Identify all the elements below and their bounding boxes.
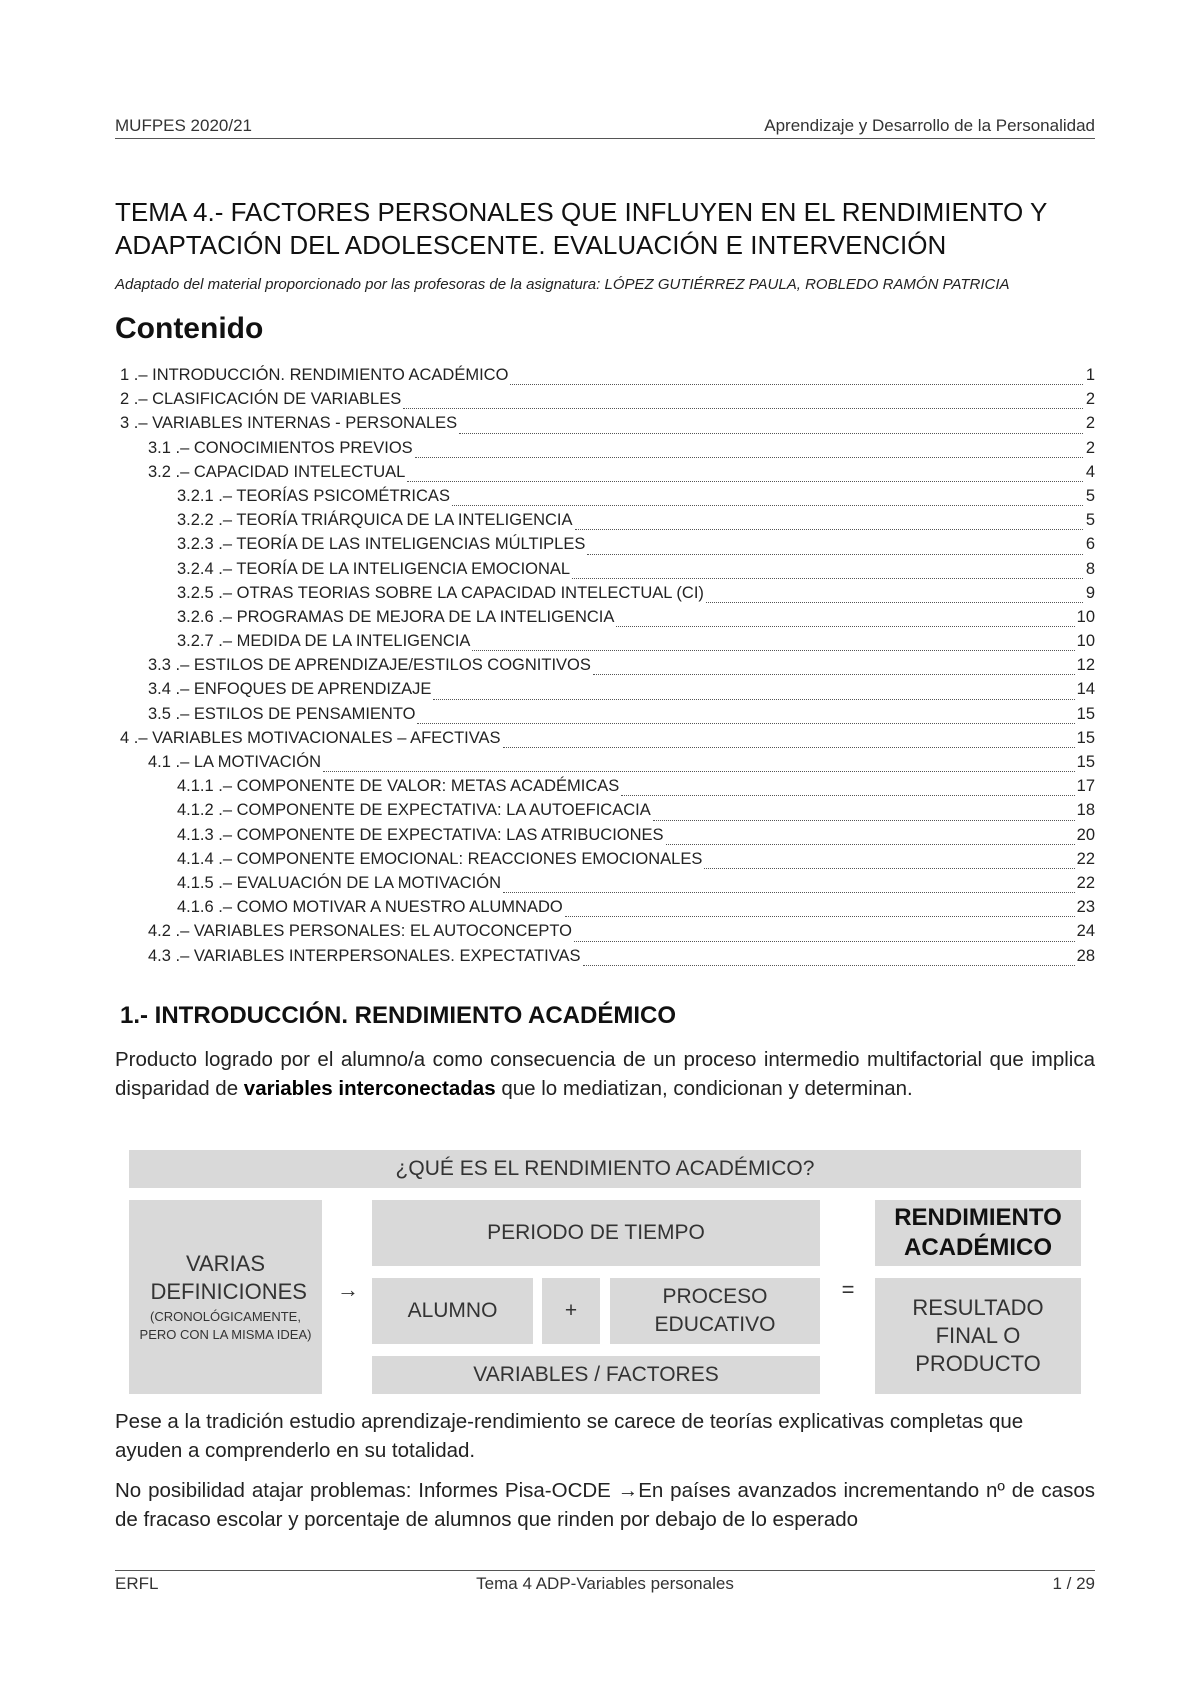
toc-entry-page: 22 (1076, 849, 1095, 868)
toc-entry-label: 3.2.4 .– TEORÍA DE LA INTELIGENCIA EMOCIONAL (177, 559, 571, 578)
toc-entry[interactable] (115, 922, 1095, 946)
intro-paragraph (115, 1045, 1095, 1103)
toc-entry-label: 4 .– VARIABLES MOTIVACIONALES – AFECTIVAS (120, 728, 501, 747)
toc-entry-page: 1 (1085, 366, 1095, 384)
toc-leader-dots (575, 529, 1083, 530)
toc-entry[interactable] (115, 439, 1095, 463)
toc-entry-label: 3.5 .– ESTILOS DE PENSAMIENTO (148, 704, 416, 723)
toc-entry[interactable] (115, 753, 1095, 777)
toc-leader-dots (704, 868, 1074, 869)
toc-leader-dots (503, 892, 1075, 893)
toc-entry-label: 1 .– INTRODUCCIÓN. RENDIMIENTO ACADÉMICO (120, 366, 509, 384)
paragraph-tradition: Pese a la tradición estudio aprendizaje-rendimiento se carece de teorías explicativas completas que ayuden a comprenderlo en su totalidad. (115, 1410, 1024, 1462)
toc-entry-label: 4.1.1 .– COMPONENTE DE VALOR: METAS ACADÉMICAS (177, 777, 620, 796)
intro-text-end: que lo mediatizan, condicionan y determinan. (495, 1077, 913, 1100)
toc-entry-label: 3.2 .– CAPACIDAD INTELECTUAL (148, 462, 406, 481)
toc-entry-page: 10 (1076, 607, 1095, 626)
academic-performance-diagram (115, 1150, 1095, 1396)
toc-entry-page: 15 (1076, 753, 1095, 771)
toc-entry-page: 5 (1085, 486, 1095, 505)
section-heading: 1.- INTRODUCCIÓN. RENDIMIENTO ACADÉMICO (120, 1002, 677, 1029)
toc-leader-dots (666, 844, 1075, 845)
toc-entry-page: 2 (1085, 438, 1095, 457)
toc-entry-label: 4.3 .– VARIABLES INTERPERSONALES. EXPECTATIVAS (148, 946, 581, 965)
toc-leader-dots (323, 771, 1075, 772)
toc-entry-page: 14 (1076, 680, 1095, 699)
toc-leader-dots (459, 433, 1083, 434)
intro-text-start: Producto logrado por el alumno/a como consecuencia de un proceso intermedio multifactorial que implica disparidad de (115, 1048, 1095, 1100)
toc-entry-page: 10 (1076, 632, 1095, 651)
definitions-label: VARIAS DEFINICIONES (150, 1251, 307, 1304)
toc-entry-label: 3.2.1 .– TEORÍAS PSICOMÉTRICAS (177, 486, 450, 505)
toc-entry-page: 5 (1085, 511, 1095, 530)
definitions-note: (CRONOLÓGICAMENTE, PERO CON LA MISMA IDEA) (139, 1309, 312, 1342)
toc-leader-dots (565, 916, 1075, 917)
equals-sign: = (841, 1277, 855, 1302)
toc-entry-page: 6 (1085, 535, 1095, 554)
toc-entry[interactable] (115, 826, 1095, 850)
process-box: PROCESO EDUCATIVO (610, 1278, 820, 1344)
toc-entry[interactable] (115, 947, 1095, 971)
toc-leader-dots (407, 481, 1083, 482)
running-footer (115, 1570, 1095, 1593)
toc-leader-dots (621, 795, 1074, 796)
toc-entry-label: 3.1 .– CONOCIMIENTOS PREVIOS (148, 438, 413, 457)
toc-entry-page: 24 (1076, 922, 1095, 941)
toc-entry[interactable] (115, 511, 1095, 535)
intro-bold-text: variables interconectadas (243, 1077, 496, 1100)
toc-entry-page: 23 (1076, 898, 1095, 917)
running-header (115, 116, 1095, 139)
toc-leader-dots (616, 626, 1074, 627)
toc-leader-dots (452, 505, 1083, 506)
toc-entry-page: 28 (1076, 946, 1095, 965)
toc-entry-label: 4.1.6 .– COMO MOTIVAR A NUESTRO ALUMNADO (177, 898, 563, 917)
toc-leader-dots (417, 723, 1074, 724)
toc-entry-page: 18 (1076, 801, 1095, 820)
toc-entry-label: 3 .– VARIABLES INTERNAS - PERSONALES (120, 414, 458, 433)
document-subtitle: Adaptado del material proporcionado por las profesoras de la asignatura: LÓPEZ GUTIÉRREZ PAULA, ROBLEDO RAMÓN PATRICIA (115, 276, 1010, 293)
paragraph-pisa: No posibilidad atajar problemas: Informes Pisa-OCDE →En países avanzados incrementando nº de casos de fracaso escolar y porcentaje de alumnos que rinden por debajo de lo esperado (115, 1479, 1095, 1531)
toc-heading: Contenido (115, 312, 264, 345)
diagram-banner: ¿QUÉ ES EL RENDIMIENTO ACADÉMICO? (129, 1150, 1081, 1188)
definitions-box (129, 1200, 322, 1394)
toc-entry-label: 2 .– CLASIFICACIÓN DE VARIABLES (120, 390, 402, 409)
toc-entry-label: 4.1.5 .– EVALUACIÓN DE LA MOTIVACIÓN (177, 873, 501, 892)
toc-entry[interactable] (115, 414, 1095, 438)
toc-leader-dots (415, 457, 1083, 458)
toc-entry[interactable] (115, 390, 1095, 414)
toc-leader-dots (593, 674, 1075, 675)
period-box: PERIODO DE TIEMPO (372, 1200, 820, 1266)
toc-entry[interactable] (115, 584, 1095, 608)
header-subject: Aprendizaje y Desarrollo de la Personalidad (764, 116, 1095, 135)
toc-entry[interactable] (115, 535, 1095, 559)
toc-entry-label: 3.2.6 .– PROGRAMAS DE MEJORA DE LA INTELIGENCIA (177, 607, 615, 626)
toc-entry[interactable] (115, 801, 1095, 825)
toc-leader-dots (574, 941, 1075, 942)
toc-entry-page: 8 (1085, 559, 1095, 578)
toc-entry[interactable] (115, 632, 1095, 656)
toc-entry[interactable] (115, 560, 1095, 584)
toc-entry[interactable] (115, 729, 1095, 753)
toc-entry-label: 3.4 .– ENFOQUES DE APRENDIZAJE (148, 680, 432, 699)
result-body-box: RESULTADO FINAL O PRODUCTO (875, 1278, 1081, 1394)
toc-entry[interactable] (115, 777, 1095, 801)
toc-entry-label: 4.2 .– VARIABLES PERSONALES: EL AUTOCONCEPTO (148, 922, 572, 941)
toc-entry[interactable] (115, 680, 1095, 704)
toc-entry-label: 4.1.3 .– COMPONENTE DE EXPECTATIVA: LAS ATRIBUCIONES (177, 825, 664, 844)
toc-leader-dots (587, 554, 1083, 555)
toc-leader-dots (403, 408, 1083, 409)
toc-entry[interactable] (115, 656, 1095, 680)
toc-leader-dots (583, 965, 1075, 966)
toc-entry[interactable] (115, 463, 1095, 487)
toc-entry-label: 3.3 .– ESTILOS DE APRENDIZAJE/ESTILOS COGNITIVOS (148, 656, 591, 675)
footer-page-number: 1 / 29 (1052, 1574, 1095, 1593)
header-course: MUFPES 2020/21 (115, 116, 253, 135)
toc-entry-page: 9 (1085, 583, 1095, 602)
toc-entry-page: 22 (1076, 873, 1095, 892)
toc-entry-label: 3.2.2 .– TEORÍA TRIÁRQUICA DE LA INTELIGENCIA (177, 511, 573, 530)
toc-leader-dots (503, 747, 1075, 748)
variables-box: VARIABLES / FACTORES (372, 1356, 820, 1394)
toc-leader-dots (653, 820, 1075, 821)
toc-entry-page: 12 (1076, 656, 1095, 675)
toc-entry-label: 3.2.7 .– MEDIDA DE LA INTELIGENCIA (177, 632, 471, 651)
toc-entry-page: 4 (1085, 462, 1095, 481)
toc-leader-dots (472, 650, 1074, 651)
result-title-box: RENDIMIENTO ACADÉMICO (875, 1200, 1081, 1266)
toc-leader-dots (510, 384, 1083, 385)
document-title: TEMA 4.- FACTORES PERSONALES QUE INFLUYEN EN EL RENDIMIENTO Y ADAPTACIÓN DEL ADOLESCENTE. EVALUACIÓN E INTERVENCIÓN (115, 197, 1047, 260)
toc-entry[interactable] (115, 366, 1095, 390)
plus-box: + (542, 1278, 600, 1344)
toc-entry-label: 4.1.4 .– COMPONENTE EMOCIONAL: REACCIONES EMOCIONALES (177, 849, 703, 868)
footer-author: ERFL (115, 1574, 159, 1593)
arrow-icon: → (337, 1277, 359, 1302)
toc-entry[interactable] (115, 898, 1095, 922)
toc-entry-page: 20 (1076, 825, 1095, 844)
toc-entry[interactable] (115, 608, 1095, 632)
toc-entry[interactable] (115, 705, 1095, 729)
toc-leader-dots (572, 578, 1083, 579)
toc-entry-label: 4.1.2 .– COMPONENTE DE EXPECTATIVA: LA AUTOEFICACIA (177, 801, 651, 820)
toc-entry-page: 2 (1085, 390, 1095, 409)
toc-leader-dots (706, 602, 1083, 603)
toc-entry-page: 15 (1076, 728, 1095, 747)
toc-entry-label: 4.1 .– LA MOTIVACIÓN (148, 753, 322, 771)
toc-entry[interactable] (115, 487, 1095, 511)
toc-entry-label: 3.2.3 .– TEORÍA DE LAS INTELIGENCIAS MÚLTIPLES (177, 535, 586, 554)
toc-leader-dots (433, 699, 1074, 700)
toc-entry-page: 2 (1085, 414, 1095, 433)
toc-entry[interactable] (115, 874, 1095, 898)
student-box: ALUMNO (372, 1278, 533, 1344)
toc-entry-page: 15 (1076, 704, 1095, 723)
table-of-contents (115, 366, 1095, 971)
footer-topic: Tema 4 ADP-Variables personales (476, 1574, 734, 1593)
toc-entry[interactable] (115, 850, 1095, 874)
toc-entry-label: 3.2.5 .– OTRAS TEORIAS SOBRE LA CAPACIDAD INTELECTUAL (CI) (177, 583, 704, 602)
toc-entry-page: 17 (1076, 777, 1095, 796)
